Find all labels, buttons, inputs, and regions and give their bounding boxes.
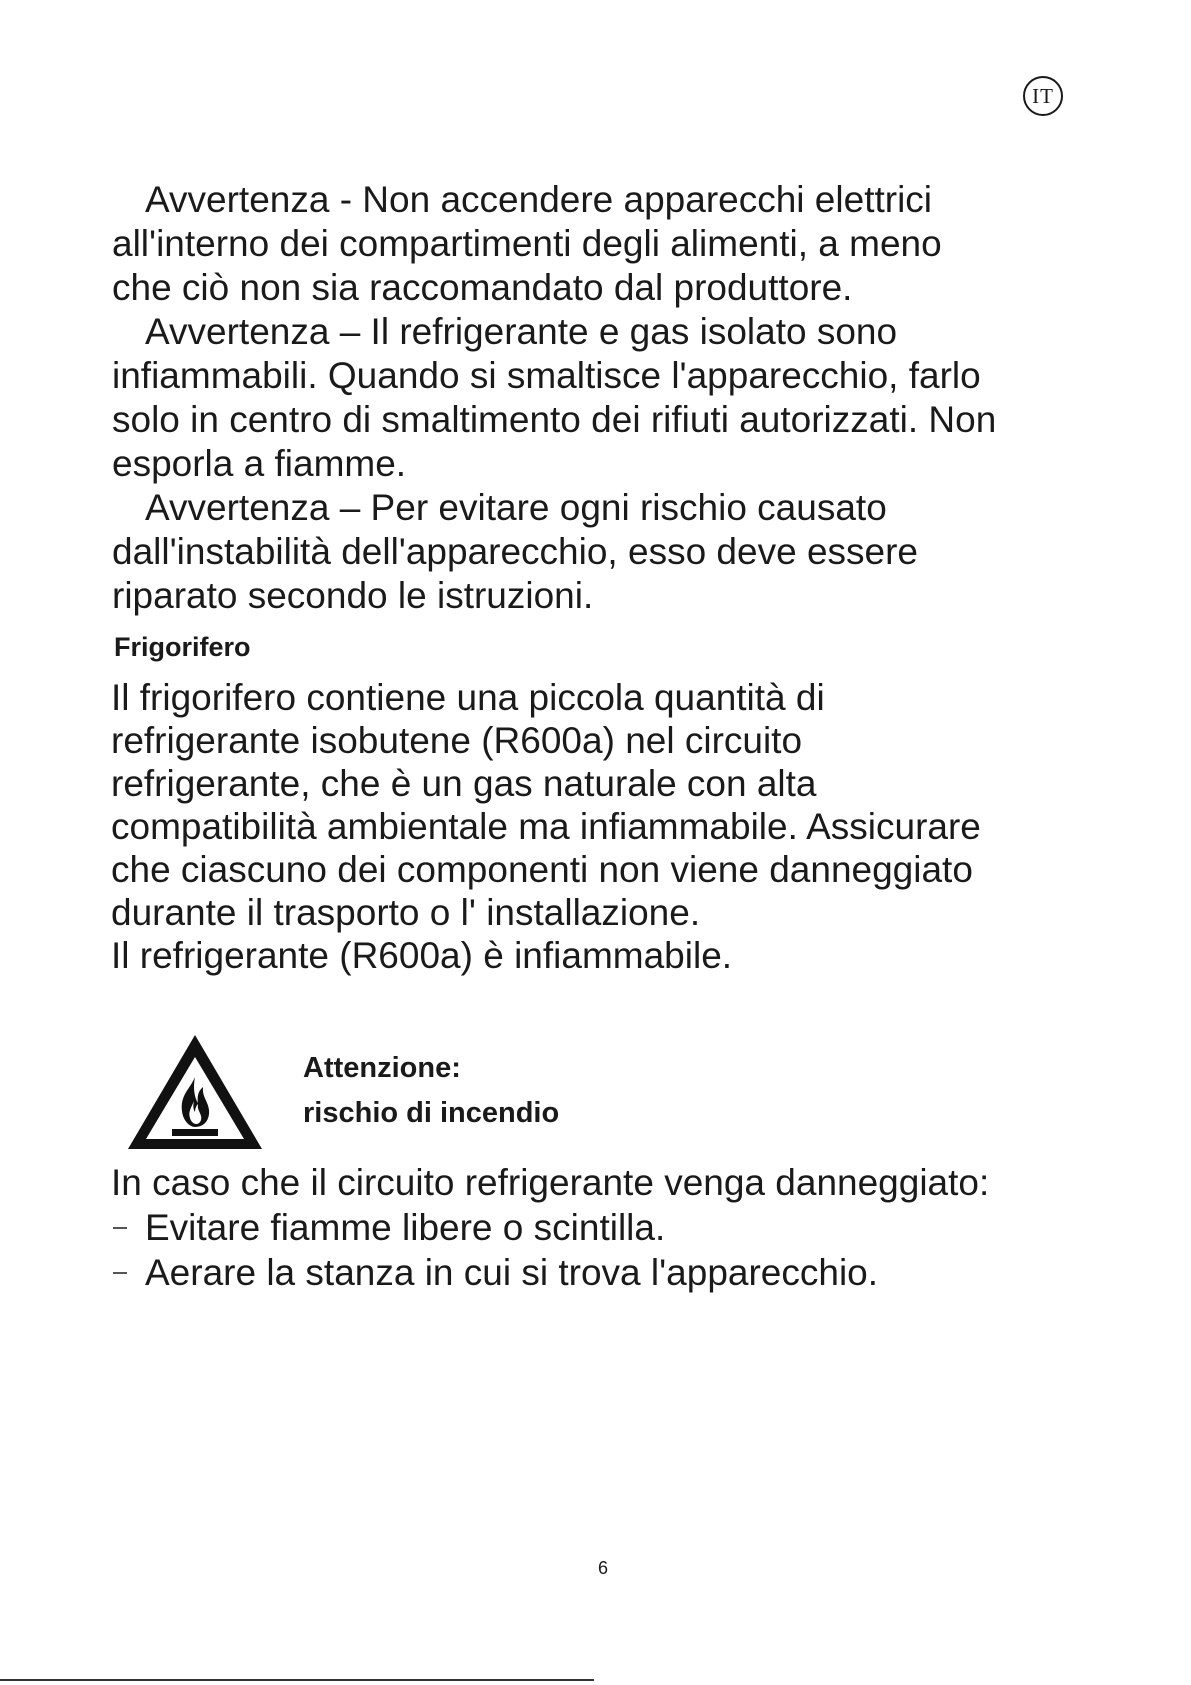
list-item-text: Aerare la stanza in cui si trova l'apparecchio. [145,1252,879,1293]
warning-line: infiammabili. Quando si smaltisce l'apparecchio, farlo [112,355,981,396]
warning-line: esporla a fiamme. [112,443,407,484]
fridge-section-body [111,676,1111,977]
warning-line: all'interno dei compartimenti degli alimenti, a meno [112,223,942,264]
fridge-line: compatibilità ambientale ma infiammabile. Assicurare [111,806,981,847]
fridge-line: durante il trasporto o l' installazione. [111,892,701,933]
damage-intro: In caso che il circuito refrigerante venga danneggiato: [111,1162,990,1203]
fridge-line: che ciascuno dei componenti non viene danneggiato [111,849,973,890]
caution-title: Attenzione: [303,1052,461,1084]
list-item-text: Evitare fiamme libere o scintilla. [145,1207,666,1248]
language-badge: IT [1023,76,1063,116]
flammable-warning-triangle-icon [124,1031,266,1153]
caution-text: rischio di incendio [303,1097,560,1129]
dash-bullet-icon [113,1227,127,1229]
damage-section [111,1160,1111,1295]
warning-line: Avvertenza – Per evitare ogni rischio causato [145,487,887,528]
section-title-fridge: Frigorifero [114,632,251,662]
list-item [111,1205,1111,1250]
warning-line: riparato secondo le istruzioni. [112,575,594,616]
warnings-block [112,178,1112,618]
warning-line: che ciò non sia raccomandato dal produttore. [112,267,853,308]
page-number: 6 [598,1558,609,1578]
fridge-line: Il frigorifero contiene una piccola quantità di [111,677,825,718]
fridge-line: refrigerante, che è un gas naturale con alta [111,763,817,804]
warning-line: dall'instabilità dell'apparecchio, esso deve essere [112,531,918,572]
list-item [111,1250,1111,1295]
dash-bullet-icon [113,1272,127,1274]
fridge-line: Il refrigerante (R600a) è infiammabile. [111,935,733,976]
bottom-divider [0,1679,594,1681]
fridge-line: refrigerante isobutene (R600a) nel circuito [111,720,803,761]
warning-line: solo in centro di smaltimento dei rifiuti autorizzati. Non [112,399,997,440]
warning-line: Avvertenza - Non accendere apparecchi elettrici [145,179,933,220]
warning-line: Avvertenza – Il refrigerante e gas isolato sono [145,311,898,352]
